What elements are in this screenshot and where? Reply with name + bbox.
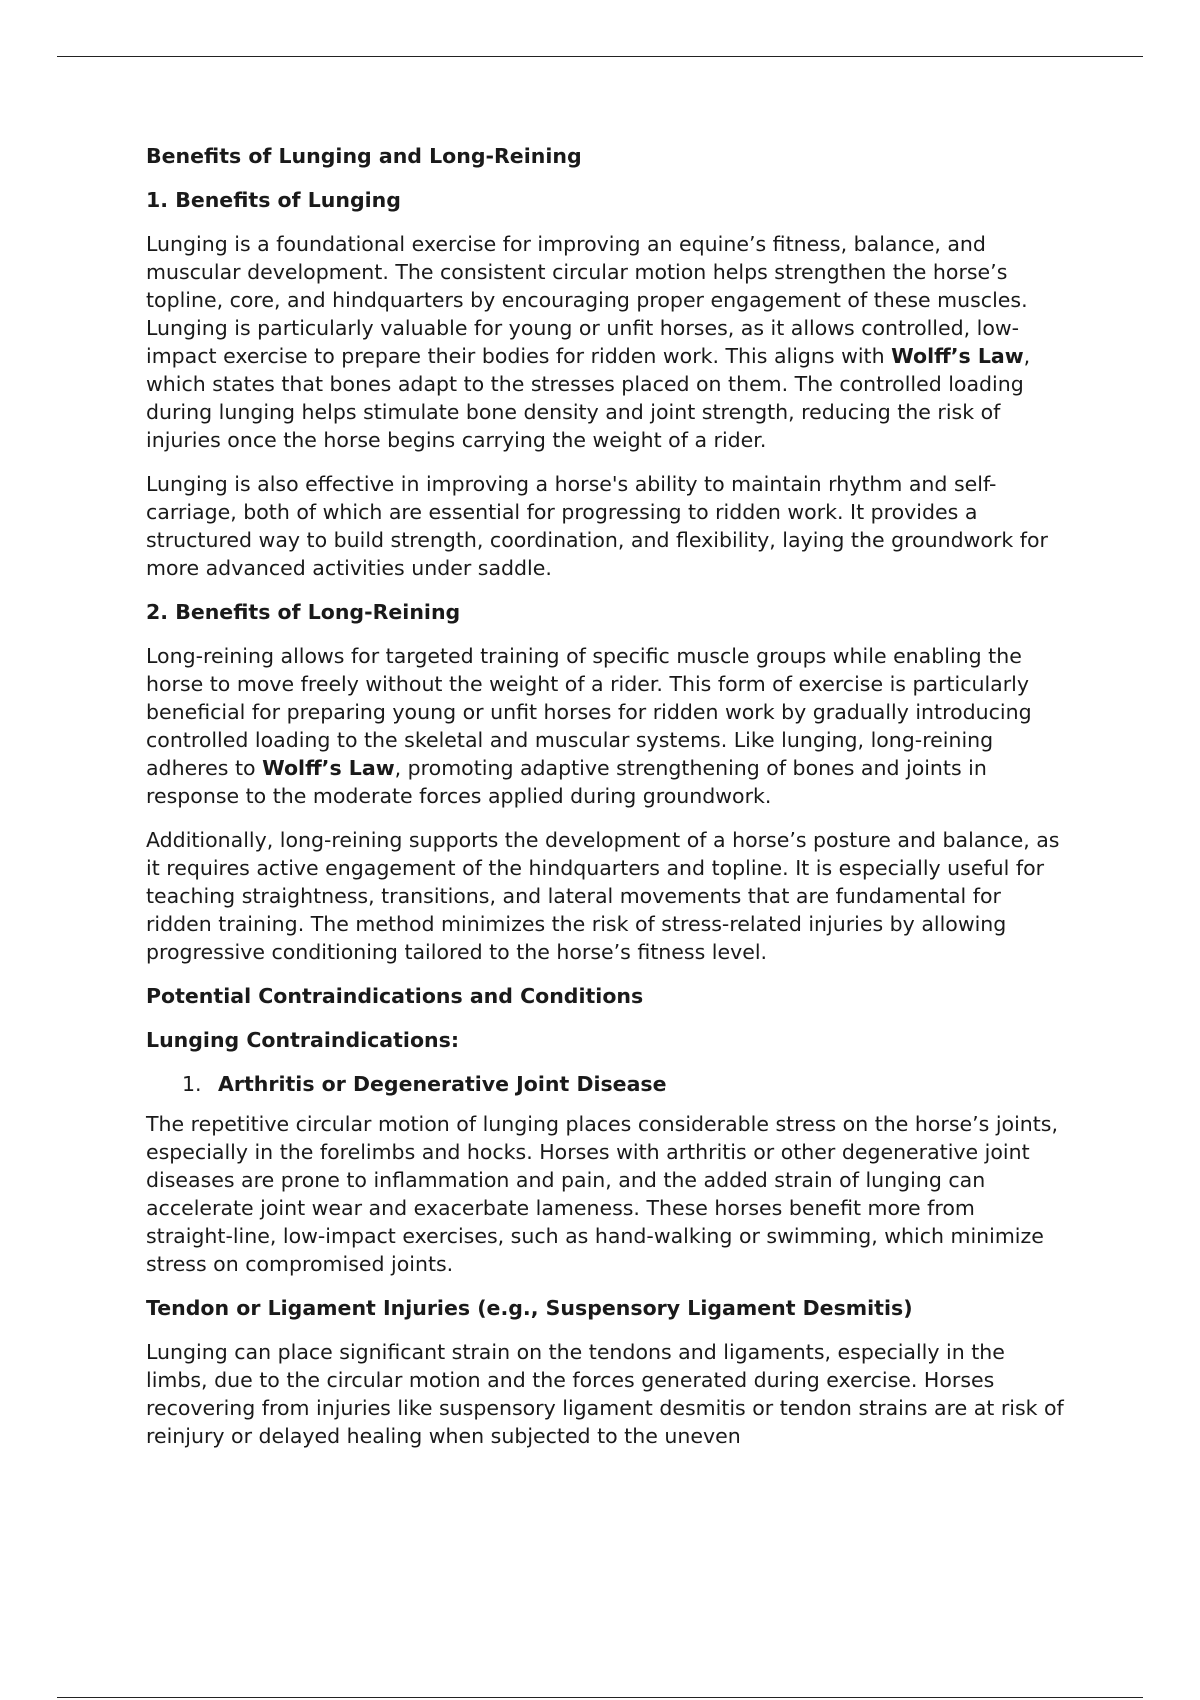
paragraph-long-reining-benefits: [146, 642, 1066, 810]
paragraph-long-reining-posture: Additionally, long-reining supports the development of a horse’s posture and balance, as it requires active engagement of the hindquarters and topline. It is especially useful for teaching straightness, transitions, and lateral movements that are fundamental for ridden training. The method minimizes the risk of stress-related injuries by allowing progressive conditioning tailored to the horse’s fitness level.: [146, 828, 1060, 964]
list-number: 1.: [182, 1072, 202, 1096]
bold-term-wolffs-law: Wolff’s Law: [262, 756, 395, 780]
section-heading-contraindications: Potential Contraindications and Conditions: [146, 984, 644, 1008]
paragraph-arthritis: The repetitive circular motion of lunging places considerable stress on the horse’s joints, especially in the forelimbs and hocks. Horses with arthritis or other degenerative joint diseases are prone to inflammation and pain, and the added strain of lunging can accelerate joint wear and exacerbate lameness. These horses benefit more from straight-line, low-impact exercises, such as hand-walking or swimming, which minimize stress on compromised joints.: [146, 1112, 1058, 1276]
paragraph-text: Long-reining allows for targeted training of specific muscle groups while enabling the horse to move freely without the weight of a rider. This form of exercise is particularly beneficial for preparing young or unfit horses for ridden work by gradually introducing controlled loading to the skeletal and muscular systems. Like lunging, long-reining adheres to: [146, 644, 1032, 780]
section-heading-lunging: 1. Benefits of Lunging: [146, 188, 401, 212]
paragraph-text: , which states that bones adapt to the stresses placed on them. The controlled loading during lunging helps stimulate bone density and joint strength, reducing the risk of injuries once the horse begins carrying the weight of a rider.: [146, 344, 1031, 452]
paragraph-text: Lunging is a foundational exercise for improving an equine’s fitness, balance, and muscular development. The consistent circular motion helps strengthen the horse’s topline, core, and hindquarters by encouraging proper engagement of these muscles. Lunging is particularly valuable for young or unfit horses, as it allows controlled, low-impact exercise to prepare their bodies for ridden work. This aligns with: [146, 232, 1028, 368]
bold-term-wolffs-law: Wolff’s Law: [891, 344, 1024, 368]
paragraph-lunging-benefits: [146, 230, 1066, 454]
header-rule: [57, 56, 1143, 57]
section-heading-long-reining: 2. Benefits of Long-Reining: [146, 600, 461, 624]
document-title: Benefits of Lunging and Long-Reining: [146, 144, 582, 168]
subheading-tendon-ligament: Tendon or Ligament Injuries (e.g., Suspensory Ligament Desmitis): [146, 1296, 913, 1320]
footer-rule: [57, 1697, 1143, 1698]
document-body: [146, 142, 1066, 1466]
paragraph-tendon: Lunging can place significant strain on the tendons and ligaments, especially in the limbs, due to the circular motion and the forces generated during exercise. Horses recovering from injuries like suspensory ligament desmitis or tendon strains are at risk of reinjury or delayed healing when subjected to the uneven: [146, 1340, 1064, 1448]
paragraph-text: , promoting adaptive strengthening of bones and joints in response to the moderate forces applied during groundwork.: [146, 756, 987, 808]
paragraph-lunging-rhythm: Lunging is also effective in improving a horse's ability to maintain rhythm and self-carriage, both of which are essential for progressing to ridden work. It provides a structured way to build strength, coordination, and flexibility, laying the groundwork for more advanced activities under saddle.: [146, 472, 1048, 580]
subheading-lunging-contraindications: Lunging Contraindications:: [146, 1028, 460, 1052]
list-item: [146, 1070, 1066, 1098]
list-item-label: Arthritis or Degenerative Joint Disease: [218, 1072, 667, 1096]
